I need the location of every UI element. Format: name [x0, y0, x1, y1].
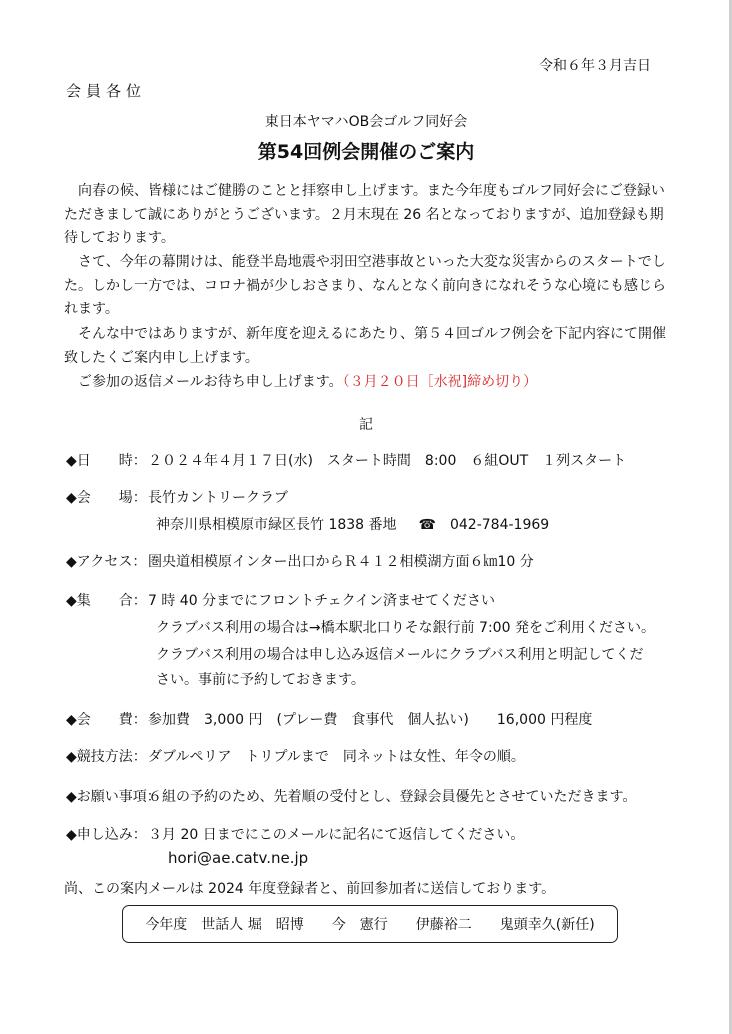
apply-value: ３月 20 日までにこのメールに記名にて返信してください。: [148, 827, 525, 843]
meet-line-3: クラブバス利用の場合は申し込み返信メールにクラブバス利用と明記してくだ: [156, 647, 644, 663]
addressee: 会員各位: [66, 82, 147, 100]
detail-date-row: [66, 450, 626, 470]
venue-address: 神奈川県相模原市緑区長竹 1838 番地: [156, 517, 397, 533]
staff-box: [122, 905, 618, 943]
access-value: 圏央道相模原インター出口からＲ４１２相模湖方面６㎞10 分: [148, 554, 534, 570]
detail-meet-row: [66, 590, 495, 610]
staff-names: 今年度 世話人 堀 昭博 今 憲行 伊藤裕二 鬼頭幸久(新任): [145, 917, 595, 933]
request-label: ◆お願い事項：: [66, 789, 161, 805]
greeting-paragraph: 向春の候、皆様にはご健勝のことと拝察申し上げます。また今年度もゴルフ同好会にご登録いただきまして誠にありがとうございます。２月末現在 26 名となっておりますが、追加登録も期待しております。: [64, 183, 665, 246]
date-label: ◆日 時：: [66, 453, 147, 469]
meet-line-2: クラブバス利用の場合は→橋本駅北口りそな銀行前 7:00 発をご利用ください。: [156, 620, 655, 636]
detail-competition-row: [66, 746, 525, 766]
organization-name: 東日本ヤマハOB会ゴルフ同好会: [264, 114, 468, 130]
venue-phone: 042-784-1969: [449, 517, 550, 533]
reply-request-text: ご参加の返信メールお待ち申し上げます。: [64, 374, 343, 390]
venue-name: 長竹カントリークラブ: [148, 490, 288, 506]
detail-venue-row: [66, 487, 288, 507]
request-value: ６組の予約のため、先着順の受付とし、登録会員優先とさせていただきます。: [148, 789, 637, 805]
footnote: 尚、この案内メールは 2024 年度登録者と、前回参加者に送信しております。: [64, 881, 556, 897]
contact-email: hori@ae.catv.ne.jp: [168, 849, 309, 867]
date-value: ２０２４年４月１７日(水) スタート時間 8:00 ６組OUT １列スタート: [148, 453, 627, 469]
news-paragraph: さて、今年の幕開けは、能登半島地震や羽田空港事故といった大変な災害からのスタートでした。しかし一方では、コロナ禍が少しおさまり、なんとなく前向きになれそうな心境にも感じられます。: [64, 254, 666, 317]
apply-label: ◆申し込み：: [66, 827, 147, 843]
venue-address-line: [156, 514, 549, 534]
competition-label: ◆競技方法：: [66, 749, 147, 765]
detail-apply-row: [66, 824, 524, 844]
phone-icon: ☎: [418, 517, 436, 533]
detail-request-row: [66, 786, 636, 806]
ki-heading: 記: [359, 417, 373, 433]
meet-line-1: 7 時 40 分までにフロントチェクイン済ませてください: [148, 593, 495, 609]
venue-label: ◆会 場：: [66, 490, 147, 506]
reply-deadline: （３月２０日［水祝]締め切り）: [342, 374, 538, 390]
fee-value: 参加費 3,000 円 (プレー費 食事代 個人払い) 16,000 円程度: [148, 712, 593, 728]
access-label: ◆アクセス：: [66, 554, 147, 570]
issue-date: 令和６年３月吉日: [539, 58, 651, 74]
meet-label: ◆集 合：: [66, 593, 147, 609]
competition-value: ダブルペリア トリプルまで 同ネットは女性、年令の順。: [148, 749, 525, 765]
detail-fee-row: [66, 709, 592, 729]
fee-label: ◆会 費：: [66, 712, 147, 728]
meet-line-4: さい。事前に予約しておきます。: [156, 672, 365, 688]
announcement-paragraph: そんな中ではありますが、新年度を迎えるにあたり、第５４回ゴルフ例会を下記内容にて開催致したくご案内申し上げます。: [64, 326, 666, 366]
reply-request-paragraph: [64, 371, 672, 395]
detail-access-row: [66, 551, 534, 571]
document-title: 第54回例会開催のご案内: [257, 141, 475, 163]
